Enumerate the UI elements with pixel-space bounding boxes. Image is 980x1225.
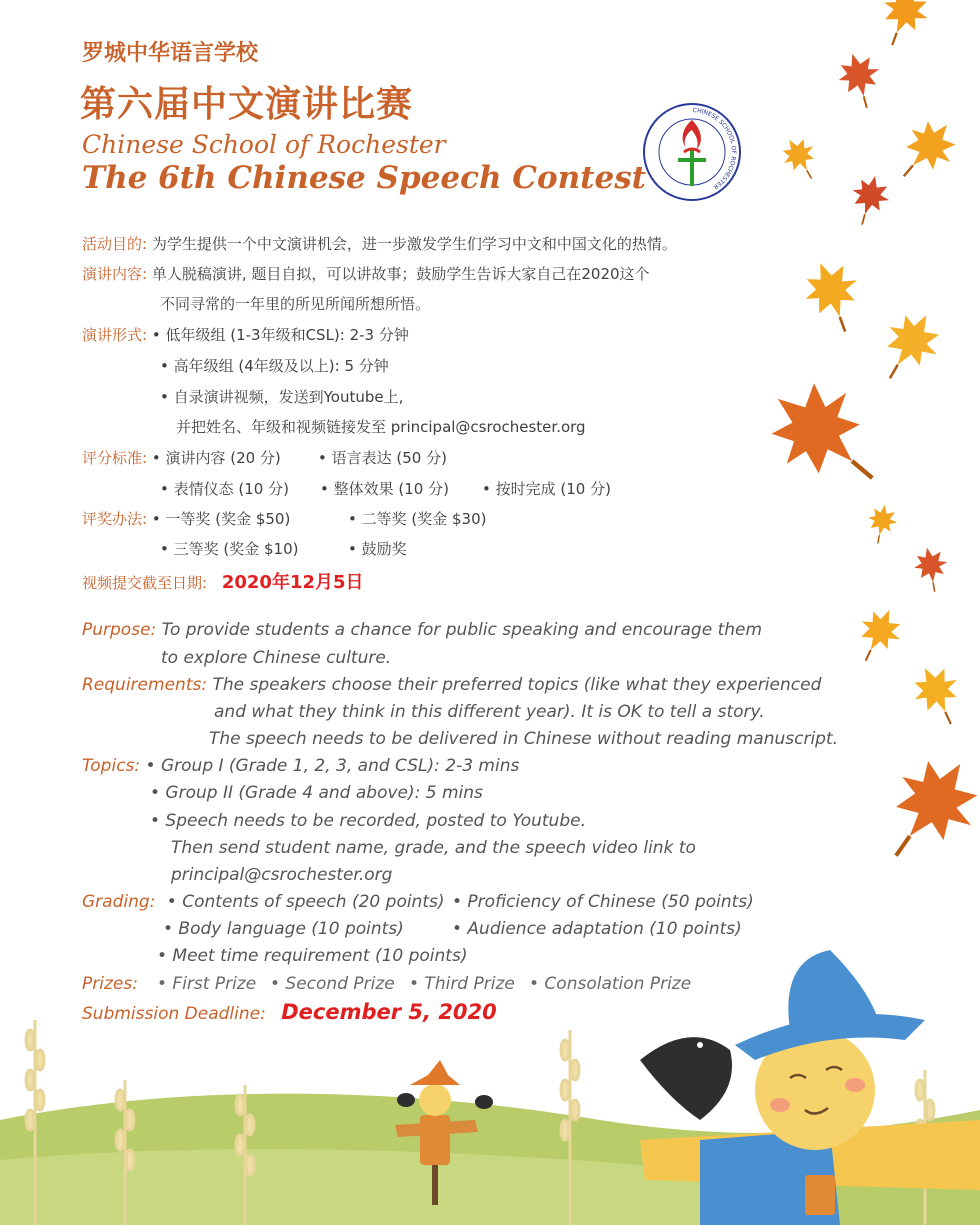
leaf-icon (750, 362, 904, 512)
format-cn-item-3b: 并把姓名、年级和视频链接发至 principal@csrochester.org (176, 418, 586, 436)
topics-en-item-3c: principal@csrochester.org (171, 865, 393, 885)
content-cn-row (82, 263, 650, 284)
requirements-en-line1: The speakers choose their preferred topics (like what they experienced (212, 675, 822, 695)
format-cn-item-1: • 低年级组 (1-3年级和CSL): 2-3 分钟 (151, 326, 409, 344)
prize-en-item: • Consolation Prize (529, 974, 692, 994)
topics-en-item-2: • Group II (Grade 4 and above): 5 mins (150, 783, 483, 803)
grading-en-item: • Proficiency of Chinese (50 points) (452, 892, 754, 912)
deadline-en-row (82, 1000, 497, 1024)
leaf-icon (905, 658, 973, 733)
grading-cn-item: • 按时完成 (10 分) (482, 480, 611, 498)
format-cn-item-3: • 自录演讲视频，发送到Youtube上, (160, 388, 404, 406)
grading-en-label: Grading: (82, 892, 156, 912)
topics-en-item-1: • Group I (Grade 1, 2, 3, and CSL): 2-3 mins (145, 756, 520, 776)
leaf-icon (864, 502, 900, 546)
grading-cn-label: 评分标准: (82, 449, 148, 467)
content-cn-label: 演讲内容: (82, 265, 148, 283)
leaf-icon (885, 109, 967, 193)
content-cn-line2: 不同寻常的一年里的所见所闻所想所悟。 (160, 295, 431, 313)
purpose-cn-row (82, 233, 677, 254)
format-cn-item-2: • 高年级组 (4年级及以上): 5 分钟 (160, 357, 389, 375)
purpose-en-line1: To provide students a chance for public speaking and encourage them (161, 620, 763, 640)
grading-cn-item: • 语言表达 (50 分) (318, 449, 447, 467)
purpose-cn-label: 活动目的: (82, 235, 148, 253)
prize-cn-item: • 三等奖 (奖金 $10) (160, 540, 299, 558)
deadline-en-label: Submission Deadline: (82, 1004, 266, 1024)
leaf-icon (911, 545, 952, 595)
format-cn-row (82, 324, 409, 345)
deadline-cn-label: 视频提交截至日期: (82, 574, 208, 592)
school-name-english: Chinese School of Rochester (82, 130, 446, 159)
purpose-en-row (82, 620, 762, 640)
contest-title-english: The 6th Chinese Speech Contest (82, 160, 646, 196)
prize-cn-item: • 鼓励奖 (348, 540, 407, 558)
contest-title-chinese: 第六届中文演讲比赛 (80, 84, 414, 125)
deadline-cn-row (82, 568, 364, 594)
format-cn-label: 演讲形式: (82, 326, 148, 344)
prize-cn-item: • 二等奖 (奖金 $30) (348, 510, 487, 528)
grading-en-row-1 (82, 892, 445, 912)
topics-en-row (82, 756, 519, 776)
requirements-en-label: Requirements: (82, 675, 208, 695)
grading-cn-item: • 表情仪态 (10 分) (160, 480, 289, 498)
grading-cn-item: • 整体效果 (10 分) (320, 480, 449, 498)
purpose-cn-text: 为学生提供一个中文演讲机会，进一步激发学生们学习中文和中国文化的热情。 (151, 235, 677, 253)
leaf-icon (848, 602, 910, 671)
requirements-en-line3: The speech needs to be delivered in Chinese without reading manuscript. (209, 729, 839, 749)
grading-en-item: • Audience adaptation (10 points) (452, 919, 742, 939)
leaf-icon (833, 48, 888, 113)
topics-en-label: Topics: (82, 756, 141, 776)
leaf-icon (796, 253, 872, 340)
leaf-icon (845, 171, 895, 229)
leaf-icon (775, 131, 826, 187)
leaf-icon (867, 302, 951, 392)
grading-en-item: • Contents of speech (20 points) (166, 892, 445, 912)
topics-en-item-3: • Speech needs to be recorded, posted to Youtube. (150, 811, 586, 831)
prizes-cn-row-1 (82, 508, 290, 529)
purpose-en-label: Purpose: (82, 620, 157, 640)
leaf-icon (872, 0, 936, 53)
requirements-en-line2: and what they think in this different year). It is OK to tell a story. (214, 702, 765, 722)
prizes-cn-label: 评奖办法: (82, 510, 148, 528)
purpose-en-line2: to explore Chinese culture. (161, 648, 392, 668)
svg-text:CHINESE SCHOOL OF ROCHESTER: CHINESE SCHOOL OF ROCHESTER (692, 106, 737, 191)
school-logo (640, 100, 744, 204)
grading-en-item: • Meet time requirement (10 points) (157, 946, 468, 966)
prize-en-item: • Third Prize (409, 974, 515, 994)
prize-en-item: • First Prize (157, 974, 257, 994)
prize-cn-item: • 一等奖 (奖金 $50) (151, 510, 291, 528)
deadline-en-value: December 5, 2020 (281, 1000, 497, 1024)
grading-cn-item: • 演讲内容 (20 分) (151, 449, 281, 467)
topics-en-item-3b: Then send student name, grade, and the speech video link to (171, 838, 696, 858)
prizes-en-row (82, 974, 138, 994)
leaf-icon (863, 741, 980, 881)
grading-cn-row-1 (82, 447, 281, 468)
deadline-cn-value: 2020年12月5日 (221, 572, 364, 593)
school-name-chinese: 罗城中华语言学校 (82, 41, 259, 66)
prizes-en-label: Prizes: (82, 974, 138, 994)
grading-en-item: • Body language (10 points) (163, 919, 404, 939)
prize-en-item: • Second Prize (270, 974, 395, 994)
requirements-en-row (82, 675, 821, 695)
content-cn-line1: 单人脱稿演讲, 题目自拟，可以讲故事；鼓励学生告诉大家自己在2020这个 (151, 265, 650, 283)
